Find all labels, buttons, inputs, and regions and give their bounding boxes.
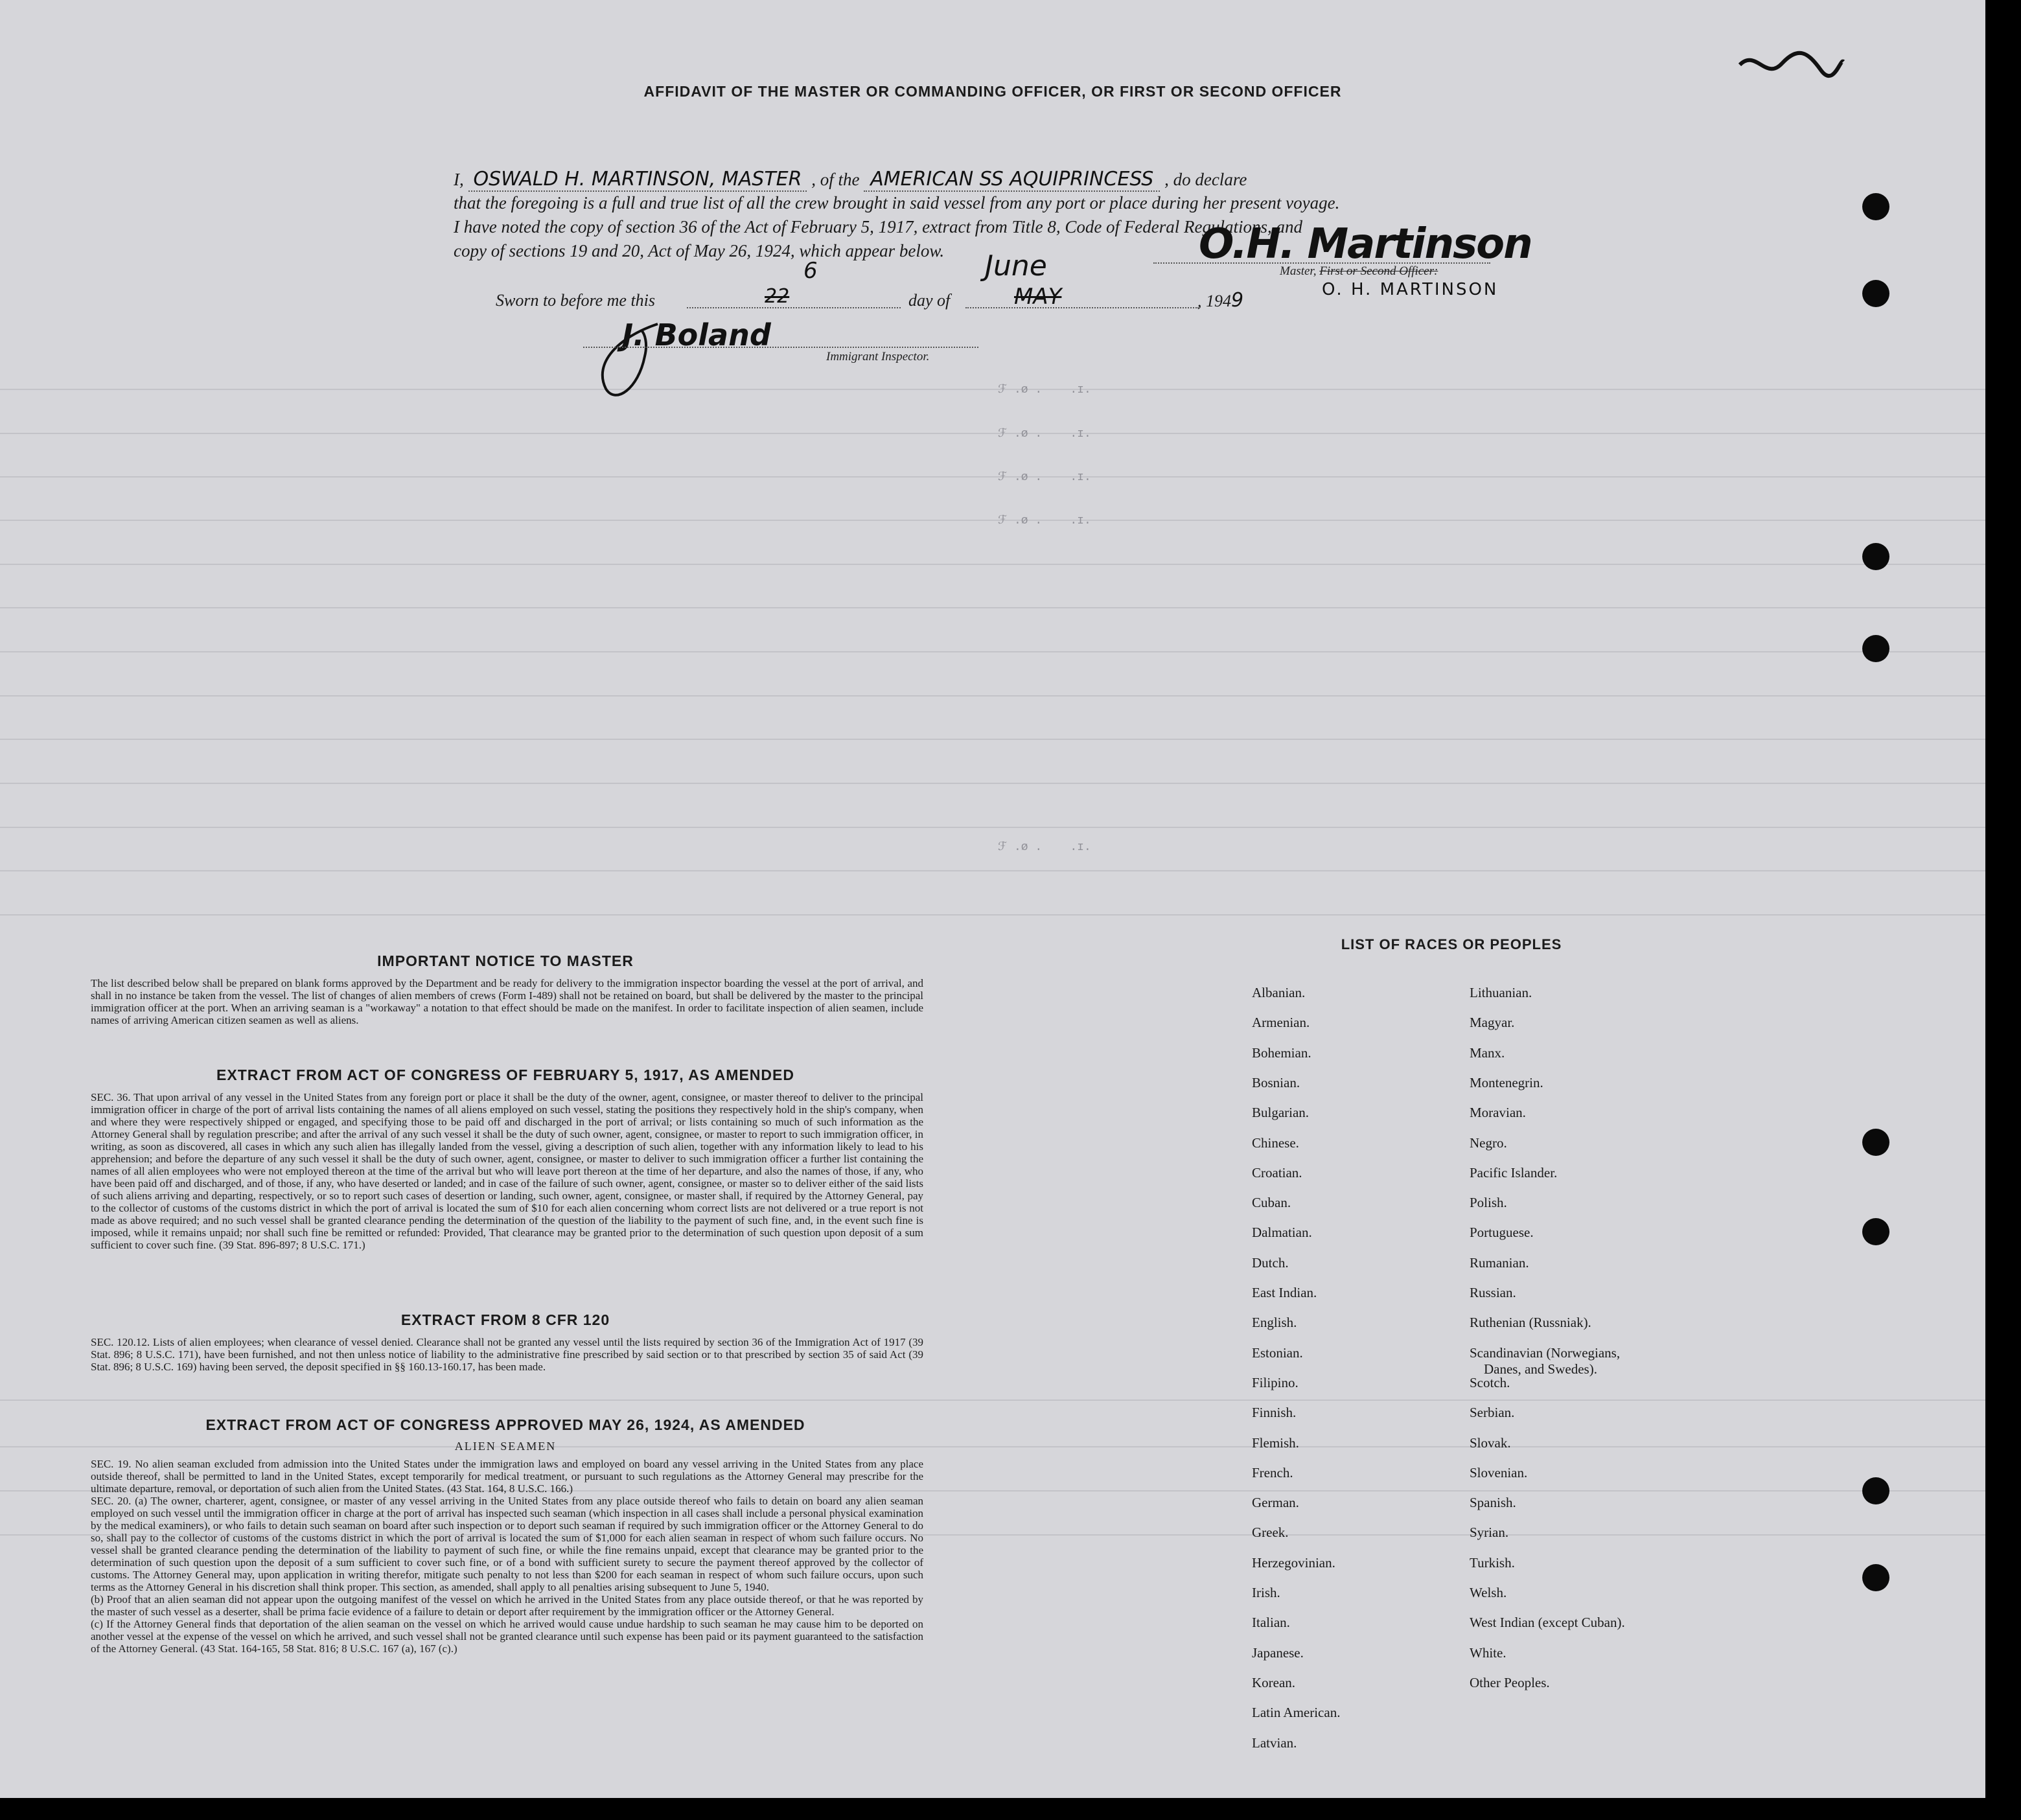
inspector-label: Immigrant Inspector. (826, 350, 930, 363)
race-item: Pacific Islander. (1470, 1164, 1558, 1181)
declaration-body (454, 167, 1847, 263)
sworn-day-original: 22 (765, 285, 790, 308)
master-name: OSWALD H. MARTINSON, MASTER (468, 168, 807, 192)
race-item: Italian. (1252, 1615, 1290, 1631)
race-item: Bulgarian. (1252, 1105, 1310, 1121)
punch-hole (1862, 1218, 1889, 1245)
sec-20b-text: (b) Proof that an alien seaman did not appear upon the outgoing manifest of the vessel on which he arrived in the United States from any place outside thereof, or that he was reported by the master of such vessel as a deserter, shall be prima facie evidence of a failure to detain or deport after requirement by the immigration officer or the Attorney General. (91, 1593, 923, 1618)
decl-i: I, (454, 170, 464, 189)
affidavit-page: ℱ .ø . .ɪ. ℱ .ø . .ɪ. ℱ .ø . .ɪ. ℱ .ø . .ɪ. ℱ .ø . .ɪ. AFFIDAVIT OF THE MASTER OR COMMANDING OFFICER, OR FIRST OR SECOND OFFICER I, OSWALD H. MARTINSON, MASTER , of the AMERICAN SS AQUIPRINCESS , do declare that the foregoing is a full and true list of all the crew brought in said vessel from any port or place during her present voyage. I have noted the copy of section 36 of the Act of February 5, 1917, extract from Title 8, Code of Federal Regulations, and copy of sections 19 and 20, Act of May 26, 1924, which appear below. O.H. Martinson Master, First or Second Officer: O. H. MARTINSON Sworn to before me this 22 6 day of MAY June , 1949 J. Boland Immigrant Inspector. IMPORTANT NOTICE TO MASTER The list described below shall be prepared on blank forms approved by the Department and be ready for delivery to the immigration inspector boarding the vessel at the port of arrival, and shall in no instance be taken from the vessel. The list of changes of alien members of crews (Form I-489) shall not be retained on board, but shall be delivered by the master to the principal immigration officer at the port. When an arriving seaman is a "workaway" a notation to that effect should be made on the manifest. In order to facilitate inspection of alien seamen, include names of arriving American citizen seamen as well as aliens. EXTRACT FROM ACT OF CONGRESS OF FEBRUARY 5, 1917, AS AMENDED SEC. 36. That upon arrival of any vessel in the United States from any foreign port or place it shall be the duty of the owner, agent, consignee, or master thereof to deliver to the principal immigration officer in charge of the port of arrival lists containing the names of all aliens employed on such vessel, stating the positions they respectively hold in the ship's company, when and where they were respectively shipped or engaged, and specifying those to be paid off and discharged in the port of arrival; or lists containing so much of such information as the Attorney General shall by regulation prescribe; and after the arrival of any such vessel it shall be the duty of such owner, agent, consignee, or master to report to such immigration officer, in writing, as soon as discovered, all cases in which any such alien has illegally landed from the vessel, giving a description of such alien, together with any information likely to lead to his apprehension; and before the departure of any such vessel it shall be the duty of such owner, agent, consignee, or master to deliver to such immigration officer a further list containing the names of all alien employees who were not employed thereon at the time of the arrival but who will leave port thereon at the time of her departure, and also the names of those, if any, who have been paid off and discharged, and of those, if any, who have deserted or landed; and in case of the failure of such owner, agent, consignee, or master so to deliver either of the said lists of such aliens arriving and departing, respectively, or so to report such cases of desertion or landing, such owner, agent, consignee, or master shall, if required by the Attorney General, pay to the collector of customs of the customs district in which the port of arrival is located the sum of $10 for each alien concerning whom correct lists are not delivered or a true report is not made as above required; and no such vessel shall be granted clearance pending the determination of the question of the liability to the payment of such fine, and, in the event such fine is imposed, while it remains unpaid; nor shall such fine be remitted or refunded: Provided, That clearance may be granted prior to the determination of such question upon deposit of a sum sufficient to cover such fine. (39 Stat. 896-897; 8 U.S.C. 171.) EXTRACT FROM 8 CFR 120 SEC. 120.12. Lists of alien employees; when clearance of vessel denied. Clearance shall not be granted any vessel until the lists required by section 36 of the Immigration Act of 1917 (39 Stat. 896; 8 U.S.C. 171), have been furnished, and not then unless notice of liability to the administrative fine prescribed by said section or to that prescribed by section 35 of said Act (39 Stat. 896; 8 U.S.C. 169) having been served, the deposit specified in §§ 160.13-160.17, has been made. EXTRACT FROM ACT OF CONGRESS APPROVED MAY 26, 1924, AS AMENDED ALIEN SEAMEN SEC. 19. No alien seaman excluded from admission into the United States under the immigration laws and employed on board any vessel arriving in the United States from any place outside thereof, shall be permitted to land in the United States, except temporarily for medical treatment, or pursuant to such regulations as the Attorney General may prescribe for the ultimate departure, removal, or deportation of such alien from the United States. (43 Stat. 164, 8 U.S.C. 166.) SEC. 20. (a) The owner, charterer, agent, consignee, or master of any vessel arriving in the United States from any place outside thereof who fails to detain on board any alien seaman employed on such vessel until the immigration officer in charge at the port of arrival has inspected such seaman (which inspection in all cases shall include a personal physical examination by the medical examiners), or who fails to detain such seaman on board after such inspection or to deport such seaman if required by such immigration officer or the Attorney General to do so, shall pay to the collector of customs of the customs district in which the port of arrival is located the sum of $1,000 for each alien seaman in respect of whom such failure occurs. No vessel shall be granted clearance pending the determination of the liability to payment of such fine, or while the fine remains unpaid, except that clearance may be granted prior to the determination of such question upon the deposit of a sum sufficient to cover such fine, or of a bond with sufficient surety to secure the payment thereof approved by the collector of customs. The Attorney General may, upon application in writing therefor, mitigate such penalty to not less than $200 for each seaman in respect of whom such failure occurs, upon such terms as the Attorney General in his discretion shall think proper. This section, as amended, shall apply to all penalties arising subsequent to June 5, 1940. (b) Proof that an alien seaman did not appear upon the outgoing manifest of the vessel on which he arrived in the United States from any place outside thereof, or that he was reported by the master of such vessel as a deserter, shall be prima facie evidence of a failure to detain or deport after requirement by the immigration officer or the Attorney General. (c) If the Attorney General finds that deportation of the alien seaman on the vessel on which he arrived would cause undue hardship to such seaman he may cause him to be deported on another vessel at the expense of the vessel on which he arrived, and such vessel shall not be granted clearance until such expense has been paid or its payment guaranteed to the satisfaction of the Attorney General. (43 Stat. 164-165, 58 Stat. 816; 8 U.S.C. 167 (a), 167 (c).) LIST OF RACES OR PEOPLES Albanian. Armenian. Bohemian. Bosnian. Bulgarian. Chinese. Croatian. Cuban. Dalmatian. Dutch. East Indian. English. Estonian. Filipino. Finnish. Flemish. French. German. Greek. Herzegovinian. Irish. Italian. Japanese. Korean. Latin American. Latvian. Lithuanian. Magyar. Manx. Montenegrin. Moravian. Negro. Pacific Islander. Polish. Portuguese. Rumanian. Russian. Ruthenian (Russniak). Scandinavian (Norwegians, Danes, and Swedes). Scotch. Serbian. Slovak. Slovenian. Spanish. Syrian. Turkish. Welsh. West Indian (except Cuban). White. Other Peoples. (0, 0, 1985, 1798)
race-item: French. (1252, 1464, 1293, 1480)
decl-of-the: , of the (811, 170, 860, 189)
race-item: Slovak. (1470, 1434, 1511, 1451)
race-item: Scandinavian (Norwegians, (1470, 1344, 1621, 1361)
sec-20c-text: (c) If the Attorney General finds that deportation of the alien seaman on the vessel on which he arrived would cause undue hardship to such seaman he may cause him to be deported on another vessel at the expense of the vessel on which he arrived, and such vessel shall not be granted clearance until such expense has been paid or its payment guaranteed to the satisfaction of the Attorney General. (43 Stat. 164-165, 58 Stat. 816; 8 U.S.C. 167 (a), 167 (c).) (91, 1618, 923, 1655)
extract-1924-title: EXTRACT FROM ACT OF CONGRESS APPROVED MAY 26, 1924, AS AMENDED (205, 1416, 805, 1433)
notice-title: IMPORTANT NOTICE TO MASTER (377, 952, 634, 969)
race-item: Danes, and Swedes). (1484, 1361, 1597, 1377)
race-item: West Indian (except Cuban). (1470, 1615, 1625, 1631)
race-item: Syrian. (1470, 1525, 1509, 1541)
race-item: Latvian. (1252, 1734, 1297, 1751)
race-item: Scotch. (1470, 1374, 1510, 1390)
sec-20a-text: SEC. 20. (a) The owner, charterer, agent, consignee, or master of any vessel arriving in the United States from any place outside thereof who fails to detain on board any alien seaman employed on such vessel until the immigration officer in charge at the port of arrival has inspected such seaman (which inspection in all cases shall include a personal physical examination by the medical examiners), or who fails to detain such seaman on board after such inspection or to deport such seaman if required by such immigration officer or the Attorney General to do so, shall pay to the collector of customs of the customs district in which the port of arrival is located the sum of $1,000 for each alien seaman in respect of whom such failure occurs. No vessel shall be granted clearance pending the determination of the liability to payment of such fine, or while the fine remains unpaid, except that clearance may be granted prior to the determination of such question upon the deposit of a sum sufficient to cover such fine, or of a bond with sufficient surety to secure the payment thereof approved by the collector of customs. The Attorney General may, upon application in writing therefor, mitigate such penalty to not less than $200 for each seaman in respect of whom such failure occurs, upon such terms as the Attorney General in his discretion shall think proper. This section, as amended, shall apply to all penalties arising subsequent to June 5, 1940. (91, 1495, 923, 1593)
race-item: Rumanian. (1470, 1254, 1529, 1271)
race-item: Negro. (1470, 1135, 1507, 1151)
race-item: Montenegrin. (1470, 1074, 1543, 1090)
declaration-line-2: that the foregoing is a full and true list of all the crew brought in said vessel from any port or place during her present voyage. (454, 193, 1340, 213)
race-item: Russian. (1470, 1285, 1516, 1300)
race-item: White. (1470, 1644, 1507, 1661)
race-item: Serbian. (1470, 1405, 1515, 1421)
affidavit-title: AFFIDAVIT OF THE MASTER OR COMMANDING OFFICER, OR FIRST OR SECOND OFFICER (643, 83, 1342, 100)
races-title: LIST OF RACES OR PEOPLES (1341, 936, 1562, 952)
race-item: Ruthenian (Russniak). (1470, 1315, 1591, 1331)
race-item: Manx. (1470, 1044, 1505, 1061)
race-item: Spanish. (1470, 1495, 1516, 1511)
sworn-month-line (965, 307, 1199, 308)
race-item: Slovenian. (1470, 1464, 1528, 1480)
race-item: Japanese. (1252, 1644, 1304, 1661)
vessel-name: AMERICAN SS AQUIPRINCESS (864, 168, 1160, 192)
punch-hole (1862, 1129, 1889, 1156)
punch-hole (1862, 1477, 1889, 1504)
master-signature: O.H. Martinson (1199, 220, 1532, 268)
scan-border-bottom (0, 1798, 2021, 1820)
race-item: Lithuanian. (1470, 985, 1532, 1000)
race-item: Croatian. (1252, 1164, 1302, 1181)
extract-cfr-title: EXTRACT FROM 8 CFR 120 (400, 1311, 610, 1328)
race-item: Dutch. (1252, 1254, 1289, 1271)
signer-label-prefix: Master, (1280, 264, 1317, 278)
sec-19-text: SEC. 19. No alien seaman excluded from admission into the United States under the immigration laws and employed on board any vessel arriving in the United States from any place outside thereof, shall be permitted to land in the United States, except temporarily for medical treatment, or pursuant to such regulations as the Attorney General may prescribe for the ultimate departure, removal, or deportation of such alien from the United States. (43 Stat. 164, 8 U.S.C. 166.) (91, 1458, 923, 1495)
extract-1917-title: EXTRACT FROM ACT OF CONGRESS OF FEBRUARY 5, 1917, AS AMENDED (216, 1066, 794, 1083)
race-item: Irish. (1252, 1585, 1280, 1600)
signer-printed-name: O. H. MARTINSON (1322, 280, 1499, 299)
punch-hole (1862, 1564, 1889, 1591)
race-item: Moravian. (1470, 1105, 1526, 1121)
race-item: Greek. (1252, 1525, 1289, 1541)
sworn-year-prefix: , 194 (1197, 292, 1231, 310)
sworn-month-corrected: June (985, 249, 1047, 282)
punch-hole (1862, 280, 1889, 307)
extract-1917-text: SEC. 36. That upon arrival of any vessel in the United States from any foreign port or place it shall be the duty of the owner, agent, consignee, or master thereof to deliver to the principal immigration officer in charge of the port of arrival lists containing the names of all aliens employed on such vessel, stating the positions they respectively hold in the ship's company, when and where they were respectively shipped or engaged, and specifying those to be paid off and discharged in the port of arrival; or lists containing so much of such information as the Attorney General shall by regulation prescribe; and after the arrival of any such vessel it shall be the duty of such owner, agent, consignee, or master to report to such immigration officer, in writing, as soon as discovered, all cases in which any such alien has illegally landed from the vessel, giving a description of such alien, together with any information likely to lead to his apprehension; and before the departure of any such vessel it shall be the duty of such owner, agent, consignee, or master to deliver to such immigration officer a further list containing the names of all alien employees who were not employed thereon at the time of the arrival but who will leave port thereon at the time of her departure, and also the names of those, if any, who have been paid off and discharged, and of those, if any, who have deserted or landed; and in case of the failure of such owner, agent, consignee, or master so to deliver either of the said lists of such aliens arriving and departing, respectively, or so to report such cases of desertion or landing, such owner, agent, consignee, or master shall, if required by the Attorney General, pay to the collector of customs of the customs district in which the port of arrival is located the sum of $10 for each alien concerning whom correct lists are not delivered or a true report is not made as above required; and no such vessel shall be granted clearance pending the determination of the question of the liability to the payment of such fine, and, in the event such fine is imposed, while it remains unpaid; nor shall such fine be remitted or refunded: Provided, That clearance may be granted prior to the determination of such question upon deposit of a sum sufficient to cover such fine. (39 Stat. 896-897; 8 U.S.C. 171.) (91, 1091, 923, 1251)
top-scribble (1737, 45, 1847, 84)
signer-label (1280, 264, 1438, 279)
sworn-day-of: day of (908, 291, 951, 310)
race-item: Dalmatian. (1252, 1225, 1312, 1241)
race-item: Chinese. (1252, 1135, 1299, 1151)
extract-cfr-text: SEC. 120.12. Lists of alien employees; when clearance of vessel denied. Clearance shall not be granted any vessel until the lists required by section 36 of the Immigration Act of 1917 (39 Stat. 896; 8 U.S.C. 171), have been furnished, and not then unless notice of liability to the administrative fine prescribed by said section or to that prescribed by section 35 of said Act (39 Stat. 896; 8 U.S.C. 169) having been served, the deposit specified in §§ 160.13-160.17, has been made. (91, 1336, 923, 1373)
race-item: Flemish. (1252, 1434, 1299, 1451)
race-item: Herzegovinian. (1252, 1554, 1335, 1571)
inspector-signature: J. Boland (622, 317, 771, 352)
signer-label-struck: First or Second Officer: (1319, 264, 1438, 278)
scan-border-right (1985, 0, 2021, 1820)
extract-1924-body (91, 1458, 923, 1655)
race-item: Filipino. (1252, 1374, 1299, 1390)
race-item: Albanian. (1252, 985, 1306, 1000)
race-item: Welsh. (1470, 1585, 1507, 1600)
notice-text: The list described below shall be prepared on blank forms approved by the Department and be ready for delivery to the immigration inspector boarding the vessel at the port of arrival, and shall in no instance be taken from the vessel. The list of changes of alien members of crews (Form I-489) shall not be retained on board, but shall be delivered by the master to the principal immigration officer at the port. When an arriving seaman is a "workaway" a notation to that effect should be made on the manifest. In order to facilitate inspection of alien seamen, include names of arriving American citizen seamen as well as aliens. (91, 977, 923, 1026)
declaration-line-3: I have noted the copy of section 36 of the Act of February 5, 1917, extract from Title 8, Code of Federal Regulations, and (454, 217, 1303, 236)
race-item: Polish. (1470, 1195, 1507, 1211)
race-item: Bohemian. (1252, 1044, 1311, 1061)
race-item: Portuguese. (1470, 1225, 1534, 1241)
decl-end: , do declare (1164, 170, 1247, 189)
race-item: Estonian. (1252, 1344, 1303, 1361)
punch-hole (1862, 635, 1889, 662)
race-item: Magyar. (1470, 1015, 1515, 1031)
race-item: Korean. (1252, 1674, 1296, 1690)
race-item: English. (1252, 1315, 1297, 1331)
race-item: Finnish. (1252, 1405, 1297, 1421)
declaration-line-4: copy of sections 19 and 20, Act of May 26, 1924, which appear below. (454, 241, 945, 260)
sworn-day-corrected: 6 (803, 258, 818, 284)
punch-hole (1862, 193, 1889, 220)
sworn-month-original: MAY (1014, 284, 1062, 310)
punch-hole (1862, 543, 1889, 570)
sworn-year (1197, 288, 1243, 313)
sworn-year-digit: 9 (1231, 289, 1244, 312)
master-signature-line (1153, 262, 1490, 264)
race-item: German. (1252, 1495, 1299, 1511)
race-item: East Indian. (1252, 1285, 1317, 1300)
race-item: Turkish. (1470, 1554, 1515, 1571)
race-item: Armenian. (1252, 1015, 1310, 1031)
sworn-text: Sworn to before me this (496, 291, 656, 310)
sworn-day-line (687, 307, 901, 308)
race-item: Latin American. (1252, 1705, 1341, 1721)
inspector-signature-line (583, 347, 978, 348)
race-item: Other Peoples. (1470, 1674, 1550, 1690)
race-item: Cuban. (1252, 1195, 1291, 1211)
race-item: Bosnian. (1252, 1074, 1300, 1090)
extract-1924-subtitle: ALIEN SEAMEN (454, 1440, 557, 1453)
